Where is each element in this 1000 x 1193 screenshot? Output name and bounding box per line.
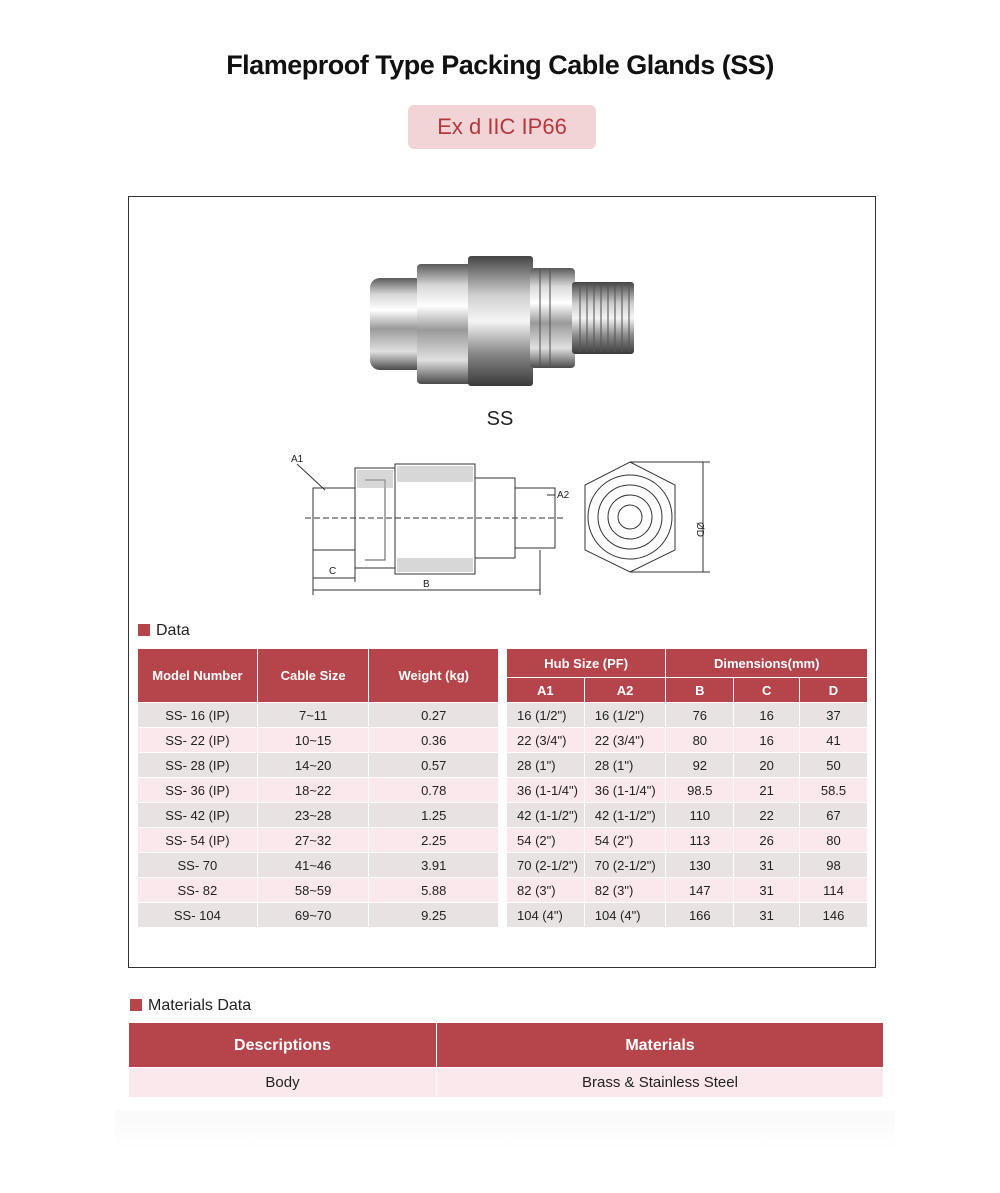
cell-cable-size: 10~15 xyxy=(257,728,369,753)
cell-b: 92 xyxy=(666,753,734,778)
table-row xyxy=(507,753,868,778)
material-value: Brass & Stainless Steel xyxy=(437,1068,884,1098)
cell-model: SS- 22 (IP) xyxy=(138,728,258,753)
cell-b: 98.5 xyxy=(666,778,734,803)
cell-a2: 70 (2-1/2") xyxy=(584,853,666,878)
col-descriptions: Descriptions xyxy=(129,1023,437,1068)
data-heading: Data xyxy=(138,622,190,640)
cell-cable-size: 14~20 xyxy=(257,753,369,778)
cell-a2: 42 (1-1/2") xyxy=(584,803,666,828)
cell-model: SS- 82 xyxy=(138,878,258,903)
cell-weight: 0.36 xyxy=(369,728,499,753)
cell-model: SS- 36 (IP) xyxy=(138,778,258,803)
cell-d: 146 xyxy=(800,903,868,928)
cell-a2: 28 (1") xyxy=(584,753,666,778)
cell-cable-size: 41~46 xyxy=(257,853,369,878)
col-weight: Weight (kg) xyxy=(369,649,499,703)
col-b: B xyxy=(666,678,734,703)
gland-thread xyxy=(572,282,634,354)
cell-c: 26 xyxy=(734,828,800,853)
cell-c: 31 xyxy=(734,878,800,903)
cell-a1: 42 (1-1/2") xyxy=(507,803,585,828)
table-row xyxy=(507,828,868,853)
cell-a2: 22 (3/4") xyxy=(584,728,666,753)
cell-c: 31 xyxy=(734,853,800,878)
cell-weight: 3.91 xyxy=(369,853,499,878)
cell-c: 16 xyxy=(734,703,800,728)
cell-model: SS- 54 (IP) xyxy=(138,828,258,853)
data-table-left xyxy=(137,648,499,928)
table-row xyxy=(507,803,868,828)
cell-a1: 70 (2-1/2") xyxy=(507,853,585,878)
cell-c: 31 xyxy=(734,903,800,928)
cell-weight: 0.78 xyxy=(369,778,499,803)
table-row xyxy=(507,728,868,753)
cell-weight: 9.25 xyxy=(369,903,499,928)
cell-cable-size: 23~28 xyxy=(257,803,369,828)
gland-hex-nut xyxy=(468,256,533,386)
cell-d: 58.5 xyxy=(800,778,868,803)
table-row xyxy=(138,803,499,828)
cell-a2: 16 (1/2") xyxy=(584,703,666,728)
cell-weight: 0.27 xyxy=(369,703,499,728)
cell-a2: 36 (1-1/4") xyxy=(584,778,666,803)
cell-c: 16 xyxy=(734,728,800,753)
cell-a1: 28 (1") xyxy=(507,753,585,778)
cell-a2: 82 (3") xyxy=(584,878,666,903)
technical-drawing xyxy=(285,450,725,600)
table-row xyxy=(507,878,868,903)
cell-cable-size: 7~11 xyxy=(257,703,369,728)
data-table-right xyxy=(506,648,868,928)
gland-body xyxy=(417,264,472,384)
heading-marker xyxy=(138,624,150,636)
cell-d: 98 xyxy=(800,853,868,878)
table-row xyxy=(138,853,499,878)
table-row xyxy=(138,778,499,803)
table-row xyxy=(507,853,868,878)
cell-a1: 16 (1/2") xyxy=(507,703,585,728)
cell-model: SS- 28 (IP) xyxy=(138,753,258,778)
bottom-reflection xyxy=(115,1110,895,1150)
cell-a2: 104 (4") xyxy=(584,903,666,928)
cell-weight: 5.88 xyxy=(369,878,499,903)
col-a2: A2 xyxy=(584,678,666,703)
cell-c: 21 xyxy=(734,778,800,803)
cell-weight: 2.25 xyxy=(369,828,499,853)
cell-a1: 82 (3") xyxy=(507,878,585,903)
cell-weight: 0.57 xyxy=(369,753,499,778)
cell-b: 166 xyxy=(666,903,734,928)
page-title: Flameproof Type Packing Cable Glands (SS) xyxy=(226,50,774,80)
drawing-outer-ring xyxy=(588,475,672,559)
cell-cable-size: 27~32 xyxy=(257,828,369,853)
table-row xyxy=(138,903,499,928)
cell-d: 67 xyxy=(800,803,868,828)
cell-a1: 104 (4") xyxy=(507,903,585,928)
materials-heading: Materials Data xyxy=(130,997,251,1015)
col-d: D xyxy=(800,678,868,703)
cell-b: 113 xyxy=(666,828,734,853)
cell-a1: 36 (1-1/4") xyxy=(507,778,585,803)
cell-a1: 54 (2") xyxy=(507,828,585,853)
material-desc: Body xyxy=(129,1068,437,1098)
cell-model: SS- 16 (IP) xyxy=(138,703,258,728)
cell-c: 22 xyxy=(734,803,800,828)
table-row xyxy=(138,753,499,778)
col-dimensions: Dimensions(mm) xyxy=(666,649,868,678)
col-c: C xyxy=(734,678,800,703)
cell-b: 110 xyxy=(666,803,734,828)
cell-cable-size: 18~22 xyxy=(257,778,369,803)
cell-d: 114 xyxy=(800,878,868,903)
cell-c: 20 xyxy=(734,753,800,778)
col-hub-size: Hub Size (PF) xyxy=(507,649,666,678)
table-row xyxy=(138,703,499,728)
cell-cable-size: 58~59 xyxy=(257,878,369,903)
cell-a2: 54 (2") xyxy=(584,828,666,853)
gland-cap xyxy=(370,278,425,370)
rating-badge: Ex d IIC IP66 xyxy=(408,105,596,149)
heading-marker xyxy=(130,999,142,1011)
drawing-label-d: ØD xyxy=(694,522,705,537)
cell-d: 37 xyxy=(800,703,868,728)
drawing-label-a2: A2 xyxy=(557,490,570,501)
drawing-label-a1: A1 xyxy=(291,454,304,465)
table-row xyxy=(507,778,868,803)
cell-b: 147 xyxy=(666,878,734,903)
col-model: Model Number xyxy=(138,649,258,703)
cell-model: SS- 104 xyxy=(138,903,258,928)
cable-gland-photo xyxy=(365,250,640,390)
cell-d: 50 xyxy=(800,753,868,778)
drawing-label-b: B xyxy=(423,579,430,590)
cell-model: SS- 42 (IP) xyxy=(138,803,258,828)
cell-b: 80 xyxy=(666,728,734,753)
table-row xyxy=(138,728,499,753)
table-row xyxy=(138,878,499,903)
table-row xyxy=(138,828,499,853)
drawing-label-c: C xyxy=(329,566,337,577)
col-materials: Materials xyxy=(437,1023,884,1068)
cell-b: 76 xyxy=(666,703,734,728)
cell-cable-size: 69~70 xyxy=(257,903,369,928)
gland-collar xyxy=(530,268,575,368)
cell-a1: 22 (3/4") xyxy=(507,728,585,753)
product-label: SS xyxy=(486,408,514,430)
cell-model: SS- 70 xyxy=(138,853,258,878)
col-cable-size: Cable Size xyxy=(257,649,369,703)
materials-table xyxy=(128,1022,884,1098)
cell-d: 41 xyxy=(800,728,868,753)
col-a1: A1 xyxy=(507,678,585,703)
cell-weight: 1.25 xyxy=(369,803,499,828)
table-row xyxy=(507,703,868,728)
cell-b: 130 xyxy=(666,853,734,878)
cell-d: 80 xyxy=(800,828,868,853)
table-row xyxy=(507,903,868,928)
drawing-thread xyxy=(313,488,355,550)
